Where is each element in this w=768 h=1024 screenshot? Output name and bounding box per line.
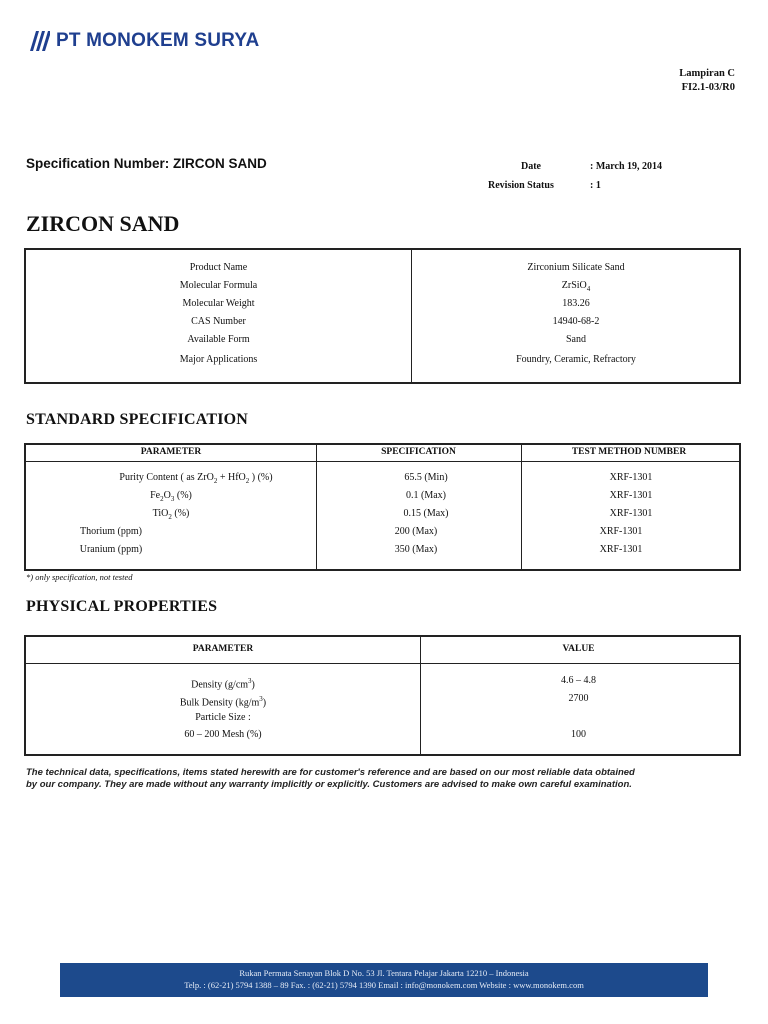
footer-bar	[60, 963, 708, 997]
reference-line-2: FI2.1-03/R0	[681, 82, 735, 93]
footer-address: Rukan Permata Senayan Blok D No. 53 Jl. Tentara Pelajar Jakarta 12210 – Indonesia	[239, 968, 529, 978]
product-value: 14940-68-2	[552, 316, 600, 327]
physical-value: 100	[571, 729, 586, 740]
spec-value: 65.5 (Min)	[404, 472, 448, 483]
spec-method: XRF-1301	[609, 508, 653, 519]
header-parameter: PARAMETER	[192, 644, 254, 654]
physical-param: 60 – 200 Mesh (%)	[184, 729, 262, 740]
spec-param-tio2: TiO$_2$ (%)	[152, 508, 190, 521]
standard-spec-table	[24, 443, 741, 571]
reference-line-1: Lampiran C	[679, 68, 735, 79]
product-value: 183.26	[562, 298, 590, 309]
spec-value: 200 (Max)	[394, 526, 438, 537]
physical-value: 4.6 – 4.8	[561, 675, 596, 686]
product-value: Sand	[566, 334, 586, 345]
specification-number: Specification Number: ZIRCON SAND	[26, 156, 267, 171]
spec-footnote: *) only specification, not tested	[26, 572, 133, 582]
physical-param: Particle Size :	[195, 712, 251, 723]
spec-value: 0.1 (Max)	[406, 490, 446, 501]
company-name: PT MONOKEM SURYA	[56, 30, 260, 51]
physical-param-bulk-density: Bulk Density $(kg/m^3)$	[179, 695, 267, 709]
product-label: Major Applications	[179, 354, 258, 365]
product-values-column	[413, 250, 739, 382]
product-label: Molecular Weight	[182, 298, 255, 309]
spec-method: XRF-1301	[599, 526, 643, 537]
product-label: Available Form	[187, 334, 250, 345]
company-logo	[28, 30, 259, 52]
product-value-formula: ZrSiO$_4$	[561, 280, 591, 293]
spec-param: Uranium (ppm)	[79, 544, 143, 555]
header-specification: SPECIFICATION	[381, 447, 456, 457]
physical-properties-table	[24, 635, 741, 756]
spec-method: XRF-1301	[599, 544, 643, 555]
product-label: CAS Number	[191, 316, 246, 327]
physical-value: 2700	[568, 693, 589, 704]
date-value: : March 19, 2014	[590, 161, 663, 172]
physical-properties-title: PHYSICAL PROPERTIES	[26, 598, 218, 615]
spec-method: XRF-1301	[609, 472, 653, 483]
spec-param: Thorium (ppm)	[80, 526, 142, 537]
disclaimer-line-1: The technical data, specifications, items stated herewith are for customer's reference and are based on our most reliable data obtained	[26, 767, 635, 778]
spec-method: XRF-1301	[609, 490, 653, 501]
document-meta	[488, 157, 662, 195]
header-parameter: PARAMETER	[140, 447, 202, 457]
product-value: Zirconium Silicate Sand	[527, 262, 625, 273]
document-reference	[679, 67, 735, 95]
disclaimer	[26, 767, 726, 791]
page-title: ZIRCON SAND	[26, 211, 180, 236]
spec-param-fe2o3: $Fe_2O_3$ (%)	[150, 490, 192, 503]
disclaimer-line-2: by our company. They are made without any warranty implicitly or explicitly. Customers are advised to make own careful examination.	[26, 779, 632, 790]
revision-label: Revision Status	[488, 180, 554, 191]
header-test-method: TEST METHOD NUMBER	[571, 447, 687, 457]
company-logo-icon	[28, 31, 50, 51]
footer-contact: Telp. : (62-21) 5794 1388 – 89 Fax. : (62-21) 5794 1390 Email : info@monokem.com Website : www.monokem.com	[184, 980, 584, 990]
standard-spec-title: STANDARD SPECIFICATION	[26, 411, 249, 428]
product-label: Product Name	[189, 262, 248, 273]
physical-param-density: Density $(g/cm^3)$	[191, 677, 255, 691]
spec-param-purity: Purity Content ( as ZrO$_2$ + HfO$_2$ ) (%)	[119, 472, 273, 485]
revision-value: : 1	[590, 180, 601, 191]
header-value: VALUE	[562, 644, 595, 654]
product-info-table	[24, 248, 741, 384]
date-label: Date	[521, 161, 541, 172]
product-value: Foundry, Ceramic, Refractory	[516, 354, 636, 365]
spec-value: 350 (Max)	[394, 544, 438, 555]
product-label: Molecular Formula	[179, 280, 258, 291]
spec-value: 0.15 (Max)	[403, 508, 449, 519]
product-labels-column	[26, 250, 412, 382]
